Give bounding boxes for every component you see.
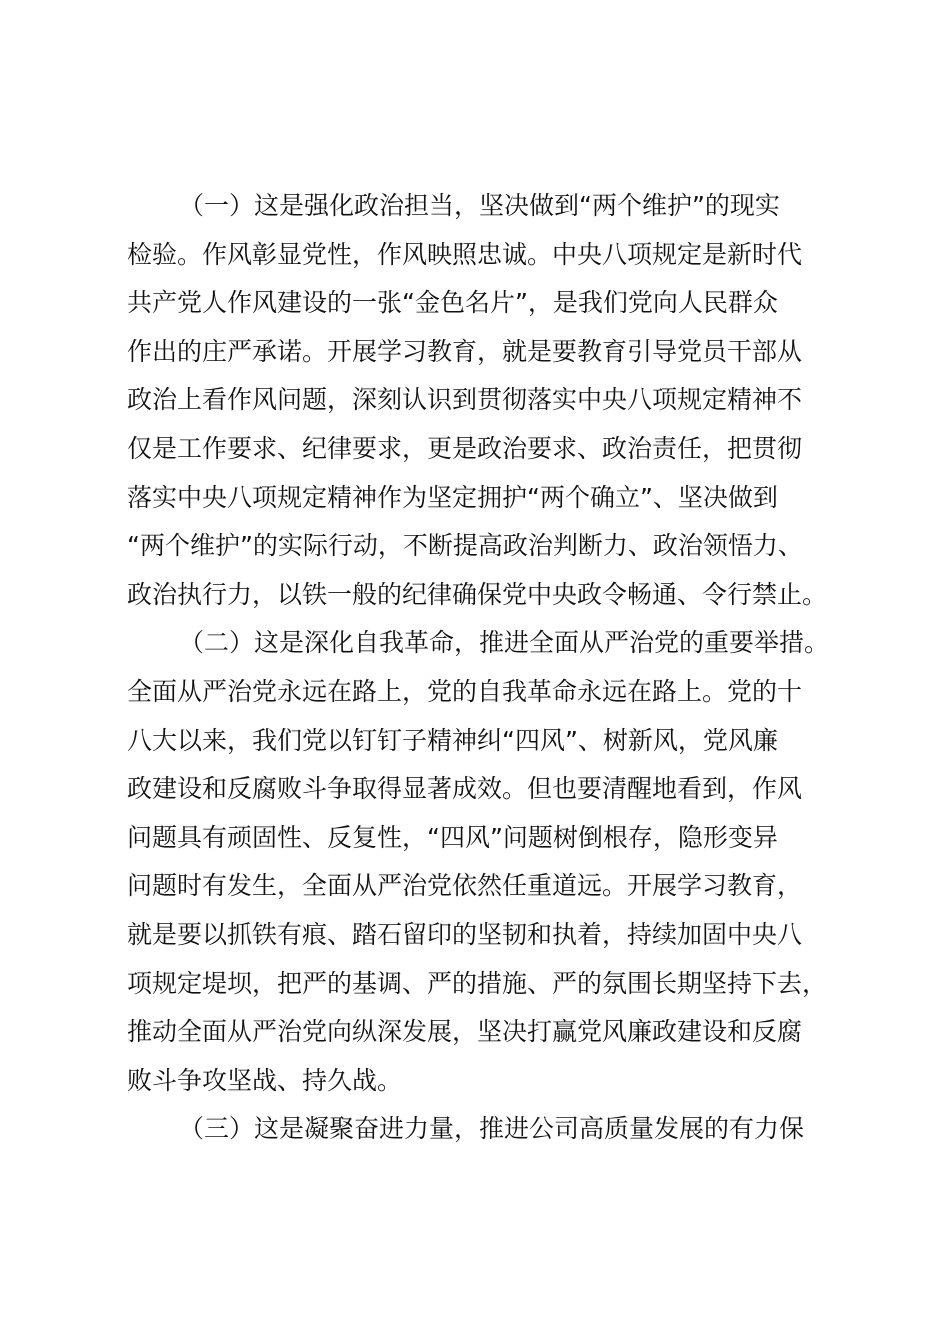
paragraph-1-line-6: 仅是工作要求、纪律要求，更是政治要求、政治责任，把贯彻 xyxy=(127,433,803,463)
paragraph-2-line-3: 八大以来，我们党以钉钉子精神纠“四风”、树新风，党风廉 xyxy=(127,725,778,755)
paragraph-2-line-8: 项规定堤坝，把严的基调、严的措施、严的氛围长期坚持下去， xyxy=(127,968,828,998)
paragraph-3-line-1: （三）这是凝聚奋进力量，推进公司高质量发展的有力保 xyxy=(179,1114,805,1144)
paragraph-1-line-9: 政治执行力，以铁一般的纪律确保党中央政令畅通、令行禁止。 xyxy=(127,579,828,609)
paragraph-1-line-4: 作出的庄严承诺。开展学习教育，就是要教育引导党员干部从 xyxy=(127,336,803,366)
paragraph-2-line-7: 就是要以抓铁有痕、踏石留印的坚韧和执着，持续加固中央八 xyxy=(127,919,803,949)
paragraph-2-line-2: 全面从严治党永远在路上，党的自我革命永远在路上。党的十 xyxy=(127,676,803,706)
paragraph-2-line-1: （二）这是深化自我革命，推进全面从严治党的重要举措。 xyxy=(179,628,830,658)
paragraph-2-line-9: 推动全面从严治党向纵深发展，坚决打赢党风廉政建设和反腐 xyxy=(127,1017,803,1047)
paragraph-1-line-8: “两个维护”的实际行动，不断提高政治判断力、政治领悟力、 xyxy=(127,531,803,561)
paragraph-1-line-3: 共产党人作风建设的一张“金色名片”，是我们党向人民群众 xyxy=(127,288,778,318)
paragraph-2-line-4: 政建设和反腐败斗争取得显著成效。但也要清醒地看到，作风 xyxy=(127,774,803,804)
paragraph-1-line-5: 政治上看作风问题，深刻认识到贯彻落实中央八项规定精神不 xyxy=(127,385,803,415)
paragraph-1-line-2: 检验。作风彰显党性，作风映照忠诚。中央八项规定是新时代 xyxy=(127,239,803,269)
paragraph-2-line-5: 问题具有顽固性、反复性，“四风”问题树倒根存，隐形变异 xyxy=(127,822,778,852)
paragraph-2-line-10: 败斗争攻坚战、持久战。 xyxy=(127,1065,403,1095)
paragraph-1-line-7: 落实中央八项规定精神作为坚定拥护“两个确立”、坚决做到 xyxy=(127,482,778,512)
document-body xyxy=(127,182,847,1154)
paragraph-2-line-6: 问题时有发生，全面从严治党依然任重道远。开展学习教育， xyxy=(127,871,803,901)
paragraph-1-line-1: （一）这是强化政治担当，坚决做到“两个维护”的现实 xyxy=(179,191,780,220)
